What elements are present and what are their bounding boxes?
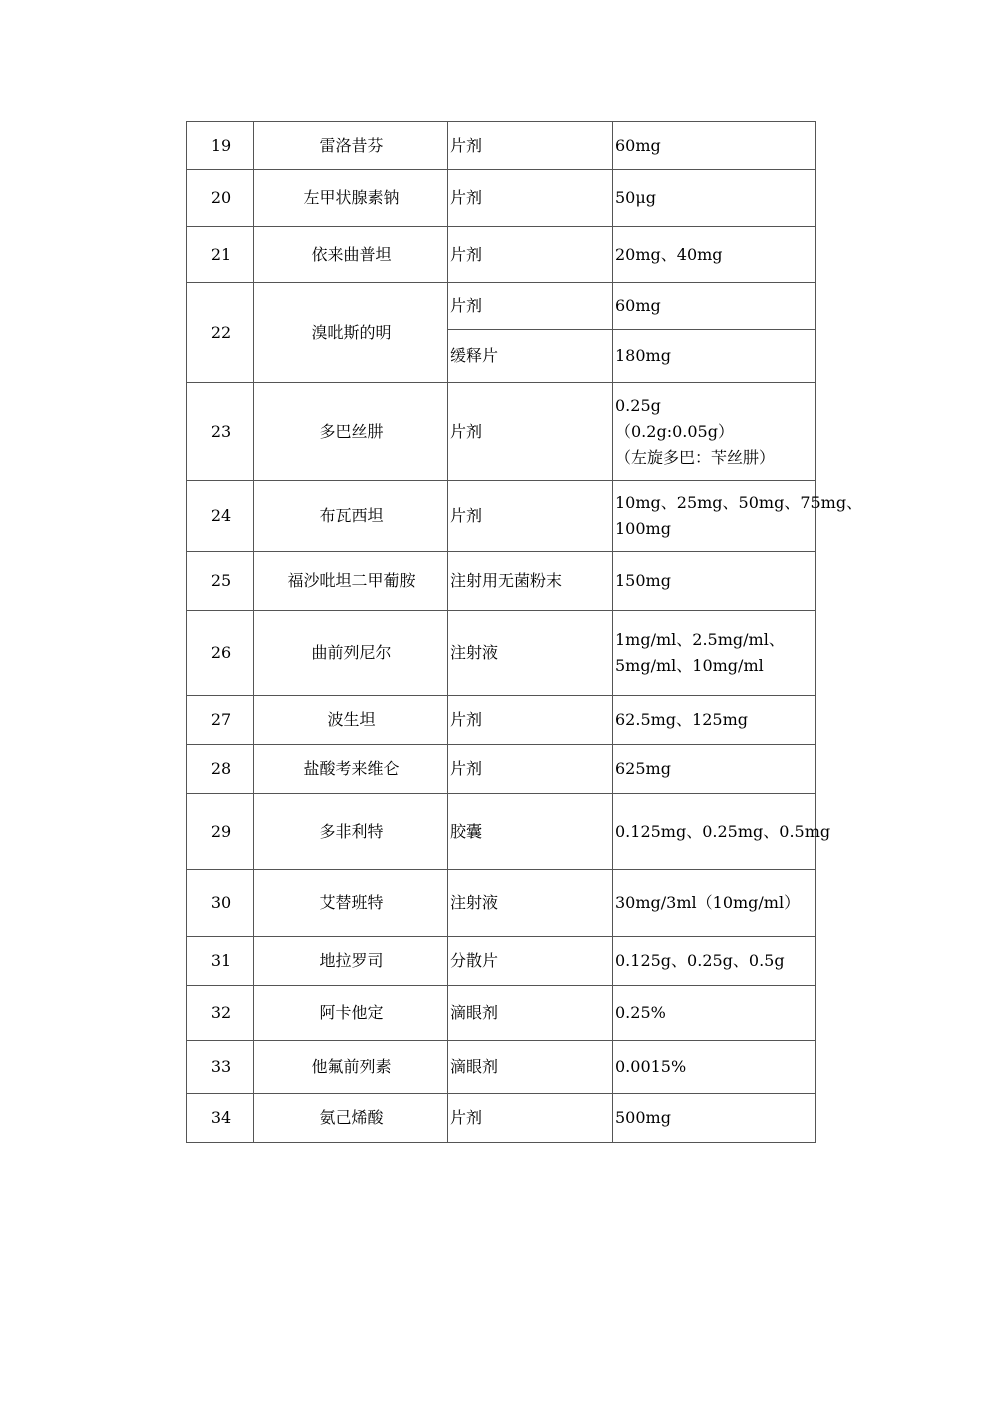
specification-line: 10mg、25mg、50mg、75mg、 — [615, 493, 863, 512]
specification-line: 20mg、40mg — [615, 244, 723, 264]
drug-name: 多巴丝肼 — [254, 383, 448, 481]
row-number: 22 — [187, 283, 254, 383]
dosage-form: 片剂 — [448, 383, 613, 481]
specification-line: 62.5mg、125mg — [615, 710, 748, 729]
table-row — [187, 552, 816, 611]
specification — [613, 170, 816, 227]
table-row — [187, 227, 816, 283]
table-row — [187, 986, 816, 1041]
dosage-form: 注射用无菌粉末 — [448, 552, 613, 611]
table-row — [187, 1094, 816, 1143]
table-row — [187, 745, 816, 794]
specification — [613, 283, 816, 330]
specification — [613, 696, 816, 745]
dosage-form: 分散片 — [448, 937, 613, 986]
drug-name: 溴吡斯的明 — [254, 283, 448, 383]
specification-line: （0.2g:0.05g） — [615, 421, 734, 441]
specification — [613, 227, 816, 283]
specification-line: 1mg/ml、2.5mg/ml、 — [615, 630, 785, 649]
dosage-form: 片剂 — [448, 745, 613, 794]
specification — [613, 937, 816, 986]
specification-line: 150mg — [615, 571, 671, 590]
specification-line: （左旋多巴：苄丝肼） — [615, 447, 776, 467]
dosage-form: 片剂 — [448, 283, 613, 330]
row-number: 19 — [187, 122, 254, 170]
drug-name: 他氟前列素 — [254, 1041, 448, 1094]
specification-line: 30mg/3ml（10mg/ml） — [615, 893, 801, 912]
dosage-form: 注射液 — [448, 611, 613, 696]
dosage-form: 片剂 — [448, 227, 613, 283]
specification-line: 50μg — [615, 188, 656, 207]
row-number: 31 — [187, 937, 254, 986]
table-row — [187, 170, 816, 227]
row-number: 26 — [187, 611, 254, 696]
drug-name: 波生坦 — [254, 696, 448, 745]
drug-table — [186, 121, 863, 1143]
drug-name: 艾替班特 — [254, 870, 448, 937]
dosage-form: 片剂 — [448, 696, 613, 745]
drug-name: 依来曲普坦 — [254, 227, 448, 283]
drug-name: 雷洛昔芬 — [254, 122, 448, 170]
specification — [613, 986, 816, 1041]
row-number: 28 — [187, 745, 254, 794]
specification-line: 0.25g — [615, 395, 661, 415]
dosage-form: 滴眼剂 — [448, 1041, 613, 1094]
table-row — [187, 283, 816, 330]
drug-name: 氨己烯酸 — [254, 1094, 448, 1143]
table-row — [187, 870, 816, 937]
dosage-form: 片剂 — [448, 122, 613, 170]
specification-line: 100mg — [615, 519, 671, 538]
drug-name: 地拉罗司 — [254, 937, 448, 986]
specification — [613, 611, 816, 696]
table-body — [187, 122, 863, 1143]
drug-name: 福沙吡坦二甲葡胺 — [254, 552, 448, 611]
specification-line: 0.125g、0.25g、0.5g — [615, 951, 785, 970]
specification — [613, 1094, 816, 1143]
row-number: 33 — [187, 1041, 254, 1094]
drug-name: 盐酸考来维仑 — [254, 745, 448, 794]
row-number: 27 — [187, 696, 254, 745]
table-row — [187, 481, 816, 552]
dosage-form: 滴眼剂 — [448, 986, 613, 1041]
dosage-form: 片剂 — [448, 1094, 613, 1143]
specification — [613, 794, 831, 870]
row-number: 20 — [187, 170, 254, 227]
dosage-form: 注射液 — [448, 870, 613, 937]
row-number: 24 — [187, 481, 254, 552]
specification — [613, 481, 863, 552]
specification-line: 0.125mg、0.25mg、0.5mg — [615, 821, 831, 841]
dosage-form: 片剂 — [448, 170, 613, 227]
specification-line: 625mg — [615, 759, 671, 778]
row-number: 30 — [187, 870, 254, 937]
specification-line: 0.25% — [615, 1003, 666, 1022]
specification — [613, 383, 816, 481]
specification-line: 5mg/ml、10mg/ml — [615, 656, 764, 675]
specification-line: 500mg — [615, 1108, 671, 1127]
dosage-form: 缓释片 — [448, 330, 613, 383]
specification — [613, 122, 816, 170]
table-row — [187, 383, 816, 481]
drug-name: 曲前列尼尔 — [254, 611, 448, 696]
specification — [613, 745, 816, 794]
specification-line: 180mg — [615, 346, 671, 365]
row-number: 23 — [187, 383, 254, 481]
specification-line: 0.0015% — [615, 1057, 687, 1076]
dosage-form: 片剂 — [448, 481, 613, 552]
row-number: 21 — [187, 227, 254, 283]
dosage-form: 胶囊 — [448, 794, 613, 870]
specification-line: 60mg — [615, 135, 661, 155]
specification — [613, 552, 816, 611]
table-row — [187, 122, 816, 170]
specification — [613, 330, 816, 383]
specification-line: 60mg — [615, 296, 661, 315]
drug-name: 左甲状腺素钠 — [254, 170, 448, 227]
row-number: 34 — [187, 1094, 254, 1143]
drug-name: 多非利特 — [254, 794, 448, 870]
table-row — [187, 1041, 816, 1094]
row-number: 25 — [187, 552, 254, 611]
drug-name: 阿卡他定 — [254, 986, 448, 1041]
specification — [613, 1041, 816, 1094]
row-number: 29 — [187, 794, 254, 870]
table-row — [187, 937, 816, 986]
specification — [613, 870, 816, 937]
row-number: 32 — [187, 986, 254, 1041]
table-row — [187, 696, 816, 745]
table-row — [187, 611, 816, 696]
drug-name: 布瓦西坦 — [254, 481, 448, 552]
table-row — [187, 794, 816, 870]
